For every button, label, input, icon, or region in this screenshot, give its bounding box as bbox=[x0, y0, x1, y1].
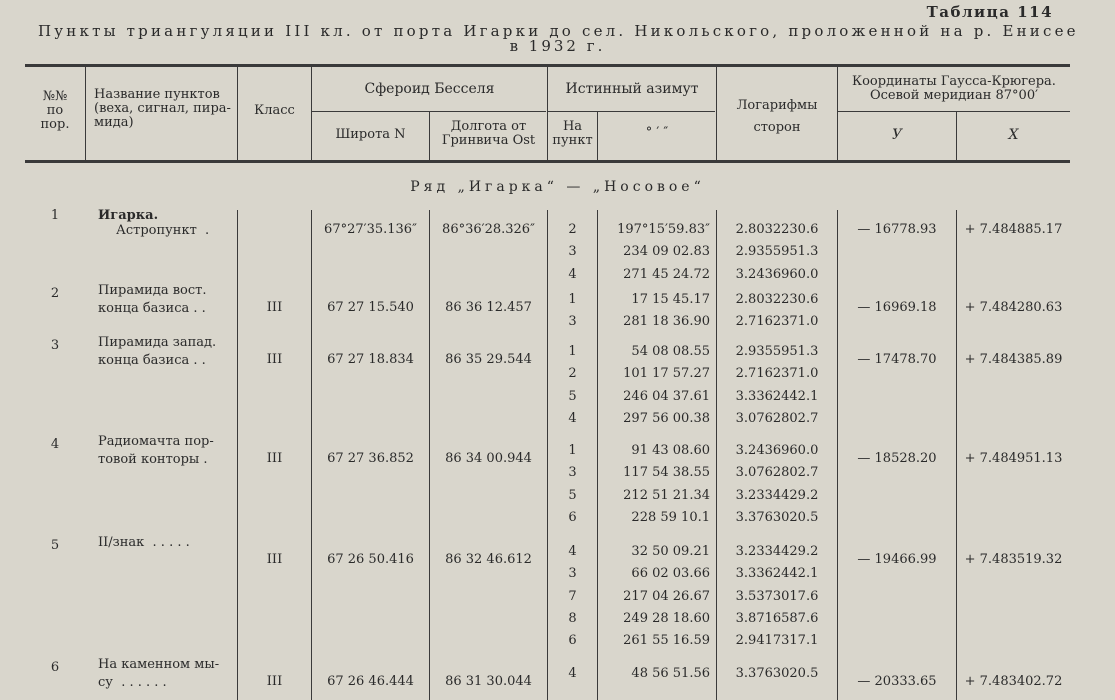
obs-to-point: 4 bbox=[568, 666, 577, 681]
obs-azimuth: 32 50 09.21 bbox=[631, 544, 710, 559]
obs-azimuth: 271 45 24.72 bbox=[623, 266, 710, 282]
point-class: III bbox=[266, 552, 283, 567]
obs-azimuth: 48 56 51.56 bbox=[631, 666, 710, 681]
obs-to-point: 5 bbox=[568, 388, 577, 404]
point-coord-y: — 18528.20 bbox=[857, 451, 937, 466]
point-class: III bbox=[266, 674, 283, 689]
point-latitude: 67 26 46.444 bbox=[327, 674, 414, 689]
point-coord-x: + 7.484885.17 bbox=[964, 222, 1063, 237]
obs-azimuth: 117 54 38.55 bbox=[623, 465, 710, 481]
header-longitude: Долгота от Гринвича Ost bbox=[441, 119, 536, 148]
point-number: 2 bbox=[50, 286, 60, 301]
point-coord-x: + 7.483402.72 bbox=[964, 674, 1063, 689]
point-coord-y: — 16969.18 bbox=[857, 300, 937, 315]
point-coord-y: — 17478.70 bbox=[857, 352, 937, 367]
obs-log-side: 3.2334429.2 bbox=[735, 544, 819, 559]
point-number: 4 bbox=[50, 437, 60, 452]
point-class: III bbox=[266, 451, 283, 466]
point-name: Пирамида запад. конца базиса . . bbox=[98, 335, 217, 368]
obs-log-side: 2.8032230.6 bbox=[735, 222, 819, 237]
table-number: Таблица 114 bbox=[926, 3, 1053, 21]
obs-azimuth: 17 15 45.17 bbox=[631, 292, 710, 307]
header-x: Х bbox=[1008, 127, 1019, 143]
obs-log-side: 2.9355951.3 bbox=[735, 244, 819, 260]
point-latitude: 67°27′35.136″ bbox=[324, 222, 417, 237]
obs-log-side: 3.2334429.2 bbox=[735, 487, 819, 503]
obs-to-point: 4 bbox=[568, 544, 577, 559]
point-number: 3 bbox=[50, 338, 60, 353]
obs-azimuth: 297 56 00.38 bbox=[623, 410, 710, 426]
obs-azimuth: 261 55 16.59 bbox=[623, 633, 710, 649]
obs-log-side: 2.7162371.0 bbox=[735, 314, 819, 330]
header-azimuth: Истинный азимут bbox=[565, 81, 699, 97]
point-name: На каменном мы- су . . . . . . bbox=[98, 657, 220, 690]
obs-azimuth: 249 28 18.60 bbox=[623, 610, 710, 626]
obs-azimuth: 217 04 26.67 bbox=[623, 588, 710, 604]
obs-log-side: 3.3362442.1 bbox=[735, 388, 819, 404]
obs-azimuth: 212 51 21.34 bbox=[623, 487, 710, 503]
header-coordinates: Координаты Гаусса-Крюгера. Осевой меридиан 87°00′ bbox=[852, 74, 1056, 103]
point-latitude: 67 27 18.834 bbox=[327, 352, 414, 367]
obs-to-point: 3 bbox=[568, 566, 577, 582]
obs-to-point: 3 bbox=[568, 314, 577, 330]
header-divider bbox=[85, 66, 86, 161]
obs-log-side: 3.0762802.7 bbox=[735, 410, 819, 426]
point-number: 6 bbox=[50, 660, 60, 675]
point-longitude: 86 36 12.457 bbox=[445, 300, 532, 315]
point-number: 1 bbox=[50, 208, 60, 223]
obs-to-point: 3 bbox=[568, 465, 577, 481]
header-num: №№ по пор. bbox=[40, 89, 70, 132]
obs-to-point: 6 bbox=[568, 633, 577, 649]
obs-azimuth: 101 17 57.27 bbox=[623, 366, 710, 382]
obs-log-side: 2.9355951.3 bbox=[735, 344, 819, 359]
point-coord-x: + 7.484280.63 bbox=[964, 300, 1063, 315]
header-name: Название пунктов (веха, сигнал, пира- мида) bbox=[94, 87, 231, 130]
header-logarithms: Логарифмы сторон bbox=[736, 98, 818, 135]
obs-log-side: 3.0762802.7 bbox=[735, 465, 819, 481]
obs-to-point: 1 bbox=[568, 292, 577, 307]
obs-log-side: 3.3763020.5 bbox=[735, 509, 819, 525]
point-longitude: 86 35 29.544 bbox=[445, 352, 532, 367]
obs-azimuth: 234 09 02.83 bbox=[623, 244, 710, 260]
point-class: III bbox=[266, 300, 283, 315]
point-latitude: 67 27 15.540 bbox=[327, 300, 414, 315]
obs-log-side: 3.8716587.6 bbox=[735, 610, 819, 626]
header-y: У bbox=[891, 127, 903, 143]
header-to-point: На пункт bbox=[552, 119, 593, 148]
obs-log-side: 3.5373017.6 bbox=[735, 588, 819, 604]
point-longitude: 86 32 46.612 bbox=[445, 552, 532, 567]
point-coord-x: + 7.483519.32 bbox=[964, 552, 1063, 567]
obs-log-side: 2.8032230.6 bbox=[735, 292, 819, 307]
header-divider bbox=[311, 66, 312, 161]
point-coord-x: + 7.484951.13 bbox=[964, 451, 1063, 466]
obs-log-side: 2.9417317.1 bbox=[735, 633, 819, 649]
obs-log-side: 3.3362442.1 bbox=[735, 566, 819, 582]
point-number: 5 bbox=[50, 538, 60, 553]
obs-to-point: 8 bbox=[568, 610, 577, 626]
series-title: Ряд „Игарка“ — „Носовое“ bbox=[410, 179, 705, 195]
point-latitude: 67 26 50.416 bbox=[327, 552, 414, 567]
obs-to-point: 5 bbox=[568, 487, 577, 503]
obs-to-point: 4 bbox=[568, 266, 577, 282]
obs-to-point: 7 bbox=[568, 588, 577, 604]
point-name: Радиомачта пор- товой конторы . bbox=[98, 434, 214, 467]
table-title-line1: Пункты триангуляции III кл. от порта Игарки до сел. Никольского, проложенной на р. Енисее bbox=[38, 22, 1079, 40]
header-angle-units: ° ′ ″ bbox=[645, 125, 669, 140]
header-class: Класс bbox=[254, 103, 295, 118]
obs-azimuth: 246 04 37.61 bbox=[623, 388, 710, 404]
point-longitude: 86 34 00.944 bbox=[445, 451, 532, 466]
obs-to-point: 3 bbox=[568, 244, 577, 260]
obs-log-side: 3.3763020.5 bbox=[735, 666, 819, 681]
obs-to-point: 1 bbox=[568, 443, 577, 458]
obs-log-side: 3.2436960.0 bbox=[735, 443, 819, 458]
obs-to-point: 1 bbox=[568, 344, 577, 359]
point-coord-y: — 19466.99 bbox=[857, 552, 937, 567]
obs-to-point: 2 bbox=[568, 222, 577, 237]
obs-azimuth: 91 43 08.60 bbox=[631, 443, 710, 458]
obs-to-point: 2 bbox=[568, 366, 577, 382]
point-coord-x: + 7.484385.89 bbox=[964, 352, 1063, 367]
point-latitude: 67 27 36.852 bbox=[327, 451, 414, 466]
point-name-bold: Игарка. bbox=[98, 208, 159, 223]
coords-sub-rule bbox=[838, 111, 1070, 112]
obs-log-side: 2.7162371.0 bbox=[735, 366, 819, 382]
obs-log-side: 3.2436960.0 bbox=[735, 266, 819, 282]
point-longitude: 86 31 30.044 bbox=[445, 674, 532, 689]
point-class: III bbox=[266, 352, 283, 367]
obs-azimuth: 228 59 10.1 bbox=[631, 509, 710, 525]
point-coord-y: — 20333.65 bbox=[857, 674, 937, 689]
obs-azimuth: 66 02 03.66 bbox=[631, 566, 710, 582]
obs-to-point: 4 bbox=[568, 410, 577, 426]
obs-azimuth: 54 08 08.55 bbox=[631, 344, 710, 359]
point-name: Астропункт . bbox=[116, 223, 210, 238]
header-spheroid: Сфероид Бесселя bbox=[364, 81, 495, 97]
obs-azimuth: 281 18 36.90 bbox=[623, 314, 710, 330]
azimuth-sub-rule bbox=[548, 111, 715, 112]
obs-to-point: 6 bbox=[568, 509, 577, 525]
header-latitude: Широта N bbox=[335, 127, 406, 142]
table-title-line2: в 1932 г. bbox=[509, 37, 606, 55]
point-name: Пирамида вост. конца базиса . . bbox=[98, 283, 207, 316]
obs-azimuth: 197°15′59.83″ bbox=[617, 222, 710, 237]
point-coord-y: — 16778.93 bbox=[857, 222, 937, 237]
point-name: II/знак . . . . . bbox=[98, 535, 190, 550]
point-longitude: 86°36′28.326″ bbox=[442, 222, 535, 237]
